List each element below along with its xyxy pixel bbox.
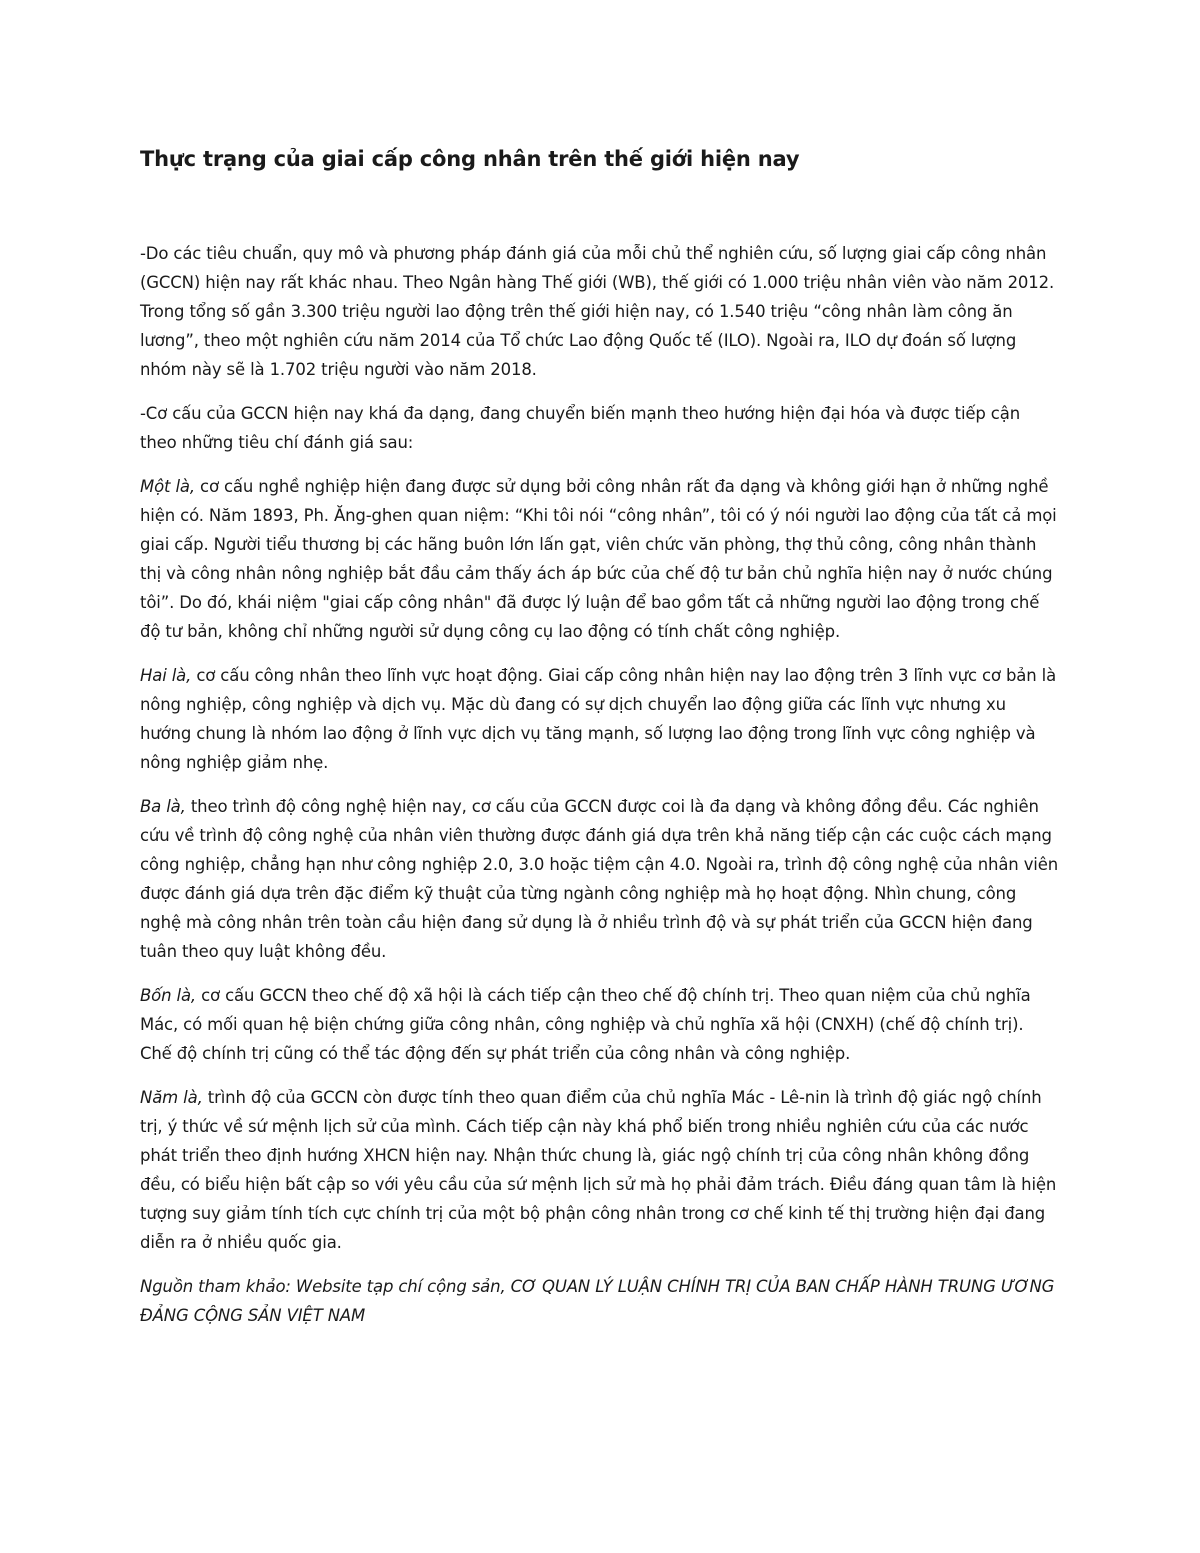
paragraph-lead: Năm là,	[140, 1088, 203, 1107]
paragraph-point-one	[140, 472, 1060, 646]
paragraph-point-five	[140, 1083, 1060, 1257]
paragraph-lead: Ba là,	[140, 797, 186, 816]
paragraph-lead: Bốn là,	[140, 986, 197, 1005]
document-title: Thực trạng của giai cấp công nhân trên thế giới hiện nay	[140, 147, 800, 171]
paragraph-point-four	[140, 981, 1060, 1068]
paragraph-lead: Một là,	[140, 477, 195, 496]
source-reference: Nguồn tham khảo: Website tạp chí cộng sản, CƠ QUAN LÝ LUẬN CHÍNH TRỊ CỦA BAN CHẤP HÀNH TRUNG ƯƠNG ĐẢNG CỘNG SẢN VIỆT NAM	[140, 1277, 1055, 1325]
paragraph-text: theo trình độ công nghệ hiện nay, cơ cấu của GCCN được coi là đa dạng và không đồng đều. Các nghiên cứu về trình độ công nghệ của nhân viên thường được đánh giá dựa trên khả năng tiếp cận các cuộc cách mạng công nghiệp, chẳng hạn như công nghiệp 2.0, 3.0 hoặc tiệm cận 4.0. Ngoài ra, trình độ công nghệ của nhân viên được đánh giá dựa trên đặc điểm kỹ thuật của từng ngành công nghiệp mà họ hoạt động. Nhìn chung, công nghệ mà công nhân trên toàn cầu hiện đang sử dụng là ở nhiều trình độ và sự phát triển của GCCN hiện đang tuân theo quy luật không đều.	[140, 797, 1059, 961]
paragraph-gccn-count	[140, 239, 1060, 384]
paragraph-text: cơ cấu nghề nghiệp hiện đang được sử dụng bởi công nhân rất đa dạng và không giới hạn ở những nghề hiện có. Năm 1893, Ph. Ăng-ghen quan niệm: “Khi tôi nói “công nhân”, tôi có ý nói người lao động của tất cả mọi giai cấp. Người tiểu thương bị các hãng buôn lớn lấn gạt, viên chức văn phòng, thợ thủ công, công nhân thành thị và công nhân nông nghiệp bắt đầu cảm thấy ách áp bức của chế độ tư bản chủ nghĩa hiện nay ở nước chúng tôi”. Do đó, khái niệm "giai cấp công nhân" đã được lý luận để bao gồm tất cả những người lao động trong chế độ tư bản, không chỉ những người sử dụng công cụ lao động có tính chất công nghiệp.	[140, 477, 1057, 641]
paragraph-text: -Do các tiêu chuẩn, quy mô và phương pháp đánh giá của mỗi chủ thể nghiên cứu, số lượng giai cấp công nhân (GCCN) hiện nay rất khác nhau. Theo Ngân hàng Thế giới (WB), thế giới có 1.000 triệu nhân viên vào năm 2012. Trong tổng số gần 3.300 triệu người lao động trên thế giới hiện nay, có 1.540 triệu “công nhân làm công ăn lương”, theo một nghiên cứu năm 2014 của Tổ chức Lao động Quốc tế (ILO). Ngoài ra, ILO dự đoán số lượng nhóm này sẽ là 1.702 triệu người vào năm 2018.	[140, 244, 1055, 379]
paragraph-text: cơ cấu GCCN theo chế độ xã hội là cách tiếp cận theo chế độ chính trị. Theo quan niệm của chủ nghĩa Mác, có mối quan hệ biện chứng giữa công nhân, công nghiệp và chủ nghĩa xã hội (CNXH) (chế độ chính trị). Chế độ chính trị cũng có thể tác động đến sự phát triển của công nhân và công nghiệp.	[140, 986, 1031, 1063]
paragraph-point-three	[140, 792, 1060, 966]
paragraph-text: -Cơ cấu của GCCN hiện nay khá đa dạng, đang chuyển biến mạnh theo hướng hiện đại hóa và được tiếp cận theo những tiêu chí đánh giá sau:	[140, 404, 1020, 452]
paragraph-text: trình độ của GCCN còn được tính theo quan điểm của chủ nghĩa Mác - Lê-nin là trình độ giác ngộ chính trị, ý thức về sứ mệnh lịch sử của mình. Cách tiếp cận này khá phổ biến trong nhiều nghiên cứu của các nước phát triển theo định hướng XHCN hiện nay. Nhận thức chung là, giác ngộ chính trị của công nhân không đồng đều, có biểu hiện bất cập so với yêu cầu của sứ mệnh lịch sử mà họ phải đảm trách. Điều đáng quan tâm là hiện tượng suy giảm tính tích cực chính trị của một bộ phận công nhân trong cơ chế kinh tế thị trường hiện đại đang diễn ra ở nhiều quốc gia.	[140, 1088, 1057, 1252]
paragraph-point-two	[140, 661, 1060, 777]
paragraph-gccn-structure	[140, 399, 1060, 457]
paragraph-text: cơ cấu công nhân theo lĩnh vực hoạt động. Giai cấp công nhân hiện nay lao động trên 3 lĩnh vực cơ bản là nông nghiệp, công nghiệp và dịch vụ. Mặc dù đang có sự dịch chuyển lao động giữa các lĩnh vực nhưng xu hướng chung là nhóm lao động ở lĩnh vực dịch vụ tăng mạnh, số lượng lao động trong lĩnh vực công nghiệp và nông nghiệp giảm nhẹ.	[140, 666, 1057, 772]
paragraph-lead: Hai là,	[140, 666, 192, 685]
